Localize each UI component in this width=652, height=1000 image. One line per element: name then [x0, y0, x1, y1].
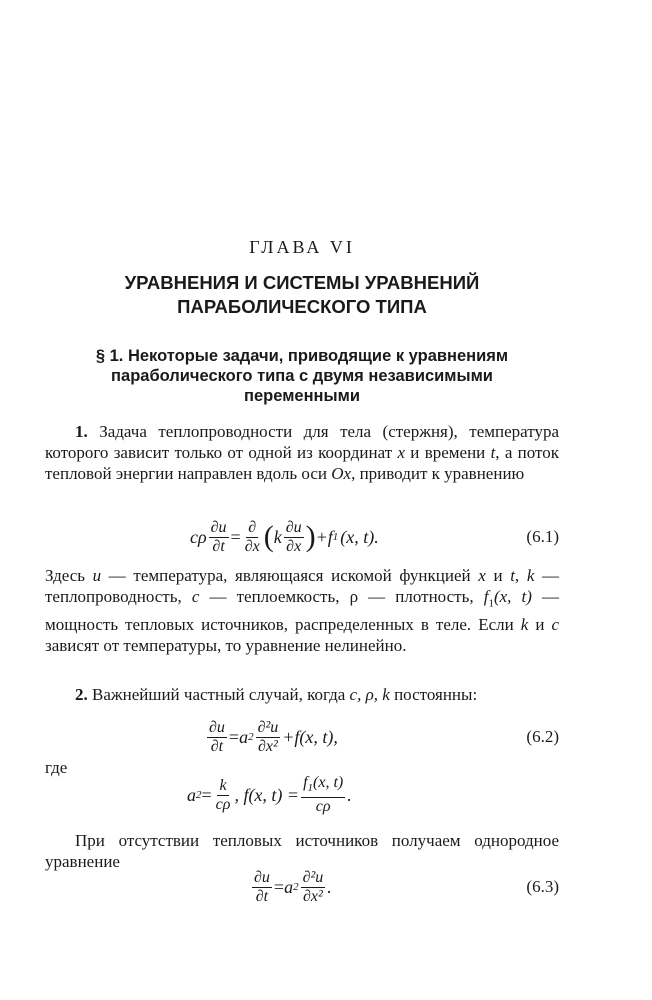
- equals-sign: =: [273, 876, 285, 897]
- text-run: и: [528, 615, 552, 635]
- subscript: 1: [307, 782, 314, 795]
- text-run: Важнейший частный случай, когда: [87, 685, 350, 704]
- text-run: — теплоемкость, ρ — плотность,: [199, 587, 484, 606]
- text-run: Здесь: [45, 566, 93, 585]
- math-var: f: [483, 587, 489, 606]
- math-var: t: [510, 566, 515, 585]
- numerator: ∂u: [285, 518, 302, 536]
- fraction: [301, 869, 326, 906]
- superscript: 2: [293, 881, 299, 893]
- equation-6-2-formula: [205, 712, 338, 762]
- superscript: 2: [248, 731, 254, 743]
- denominator: cρ: [215, 795, 231, 813]
- section-heading: [0, 346, 604, 406]
- equation-6-2: [45, 712, 559, 762]
- text-run: ,: [514, 566, 527, 585]
- where-label: где: [45, 758, 68, 777]
- text-run: зависят от температуры, то уравнение нелинейно.: [45, 636, 407, 656]
- denominator: ∂x: [286, 537, 302, 555]
- item-number-1: 1.: [75, 422, 88, 441]
- math-var: Ox: [331, 464, 352, 483]
- numerator: ∂u: [210, 518, 227, 536]
- math-var: f: [303, 773, 308, 791]
- fraction: [209, 519, 229, 556]
- equation-definitions: [45, 770, 559, 820]
- numerator: ∂u: [209, 718, 225, 736]
- denominator: ∂x²: [258, 737, 278, 755]
- fraction: [284, 519, 304, 556]
- equation-number: (6.2): [526, 727, 559, 746]
- numerator: ∂u: [254, 868, 270, 886]
- definitions-formula: [187, 770, 352, 820]
- paragraph-2: [45, 565, 559, 656]
- chapter-title-line-1: УРАВНЕНИЯ И СИСТЕМЫ УРАВНЕНИЙ: [124, 272, 480, 293]
- math-var: u: [92, 566, 102, 585]
- math-var: a: [239, 726, 249, 747]
- chapter-title: [0, 271, 604, 319]
- denominator: cρ: [315, 798, 331, 816]
- equation-6-3-formula: [250, 862, 332, 912]
- numerator: ∂: [248, 518, 257, 536]
- period: .: [347, 784, 352, 805]
- text-run: Задача теплопроводности для тела (стержня), температура которого зависит только от одной из координат: [45, 422, 559, 462]
- text-run: — мощность тепловых источников, распределенных в теле. Если: [45, 587, 560, 635]
- denominator: ∂t: [212, 537, 225, 555]
- right-paren: ): [305, 520, 316, 553]
- text-run: и времени: [405, 443, 491, 462]
- equals-sign: =: [201, 784, 212, 805]
- math-var: x: [397, 443, 406, 462]
- math-var: c: [551, 615, 559, 635]
- denominator: ∂x²: [303, 887, 323, 905]
- math-var: k: [526, 566, 535, 585]
- numerator: [301, 774, 345, 798]
- math-term: (x, t).: [340, 526, 379, 547]
- math-var: k: [520, 615, 529, 635]
- text-run: постоянны:: [389, 685, 478, 704]
- text-run: — температура, являющаяся искомой функцией: [101, 566, 479, 585]
- math-term: , f(x, t) =: [234, 784, 300, 805]
- subscript: 1: [332, 531, 339, 543]
- denominator: ∂t: [255, 887, 269, 905]
- text-run: — теплопроводность,: [45, 566, 559, 606]
- fraction: [252, 869, 272, 906]
- denominator: ∂x: [244, 537, 260, 555]
- fraction: [214, 777, 233, 814]
- text-run: , приводит к уравнению: [351, 464, 525, 483]
- math-term: (x, t): [313, 773, 344, 791]
- section-heading-line-3: переменными: [244, 387, 360, 405]
- equals-sign: =: [230, 526, 241, 547]
- left-paren: (: [263, 520, 274, 553]
- item-number-2: 2.: [75, 685, 88, 704]
- period: .: [327, 876, 332, 897]
- math-term: (x, t): [493, 587, 532, 606]
- math-term: cρ: [190, 526, 207, 547]
- text-run: При отсутствии тепловых источников получаем однородное уравнение: [45, 831, 559, 871]
- equation-number: (6.3): [526, 877, 559, 896]
- math-term: +f: [315, 526, 333, 547]
- fraction: [243, 519, 262, 556]
- subscript: 1: [488, 597, 494, 610]
- chapter-heading: ГЛАВА VI: [249, 237, 355, 257]
- math-var: a: [187, 784, 196, 805]
- math-term: c, ρ, k: [349, 685, 390, 704]
- fraction: [207, 719, 227, 756]
- math-var: a: [284, 876, 294, 897]
- fraction: [256, 719, 281, 756]
- section-heading-line-2: параболического типа с двумя независимыми: [111, 367, 493, 385]
- numerator: ∂²u: [257, 718, 279, 736]
- text-run: и: [485, 566, 511, 585]
- equation-6-1-formula: [190, 512, 379, 562]
- math-var: t: [490, 443, 496, 462]
- numerator: ∂²u: [302, 868, 324, 886]
- math-var: c: [191, 587, 200, 606]
- paragraph-3: [45, 684, 559, 705]
- equation-6-3: [45, 862, 559, 912]
- text-run: , а поток тепловой энергии направлен вдоль оси: [45, 443, 560, 483]
- fraction: [301, 774, 345, 816]
- section-heading-line-1: § 1. Некоторые задачи, приводящие к уравнениям: [95, 347, 509, 365]
- superscript: 2: [196, 789, 202, 801]
- math-var: k: [273, 526, 282, 547]
- equals-sign: =: [228, 726, 240, 747]
- chapter-title-line-2: ПАРАБОЛИЧЕСКОГО ТИПА: [177, 296, 427, 317]
- equation-number: (6.1): [526, 527, 559, 546]
- math-var: x: [478, 566, 486, 585]
- paragraph-1: [45, 421, 559, 484]
- numerator: k: [219, 776, 227, 794]
- math-term: +f(x, t),: [282, 726, 338, 747]
- equation-6-1: [45, 512, 559, 562]
- denominator: ∂t: [210, 737, 224, 755]
